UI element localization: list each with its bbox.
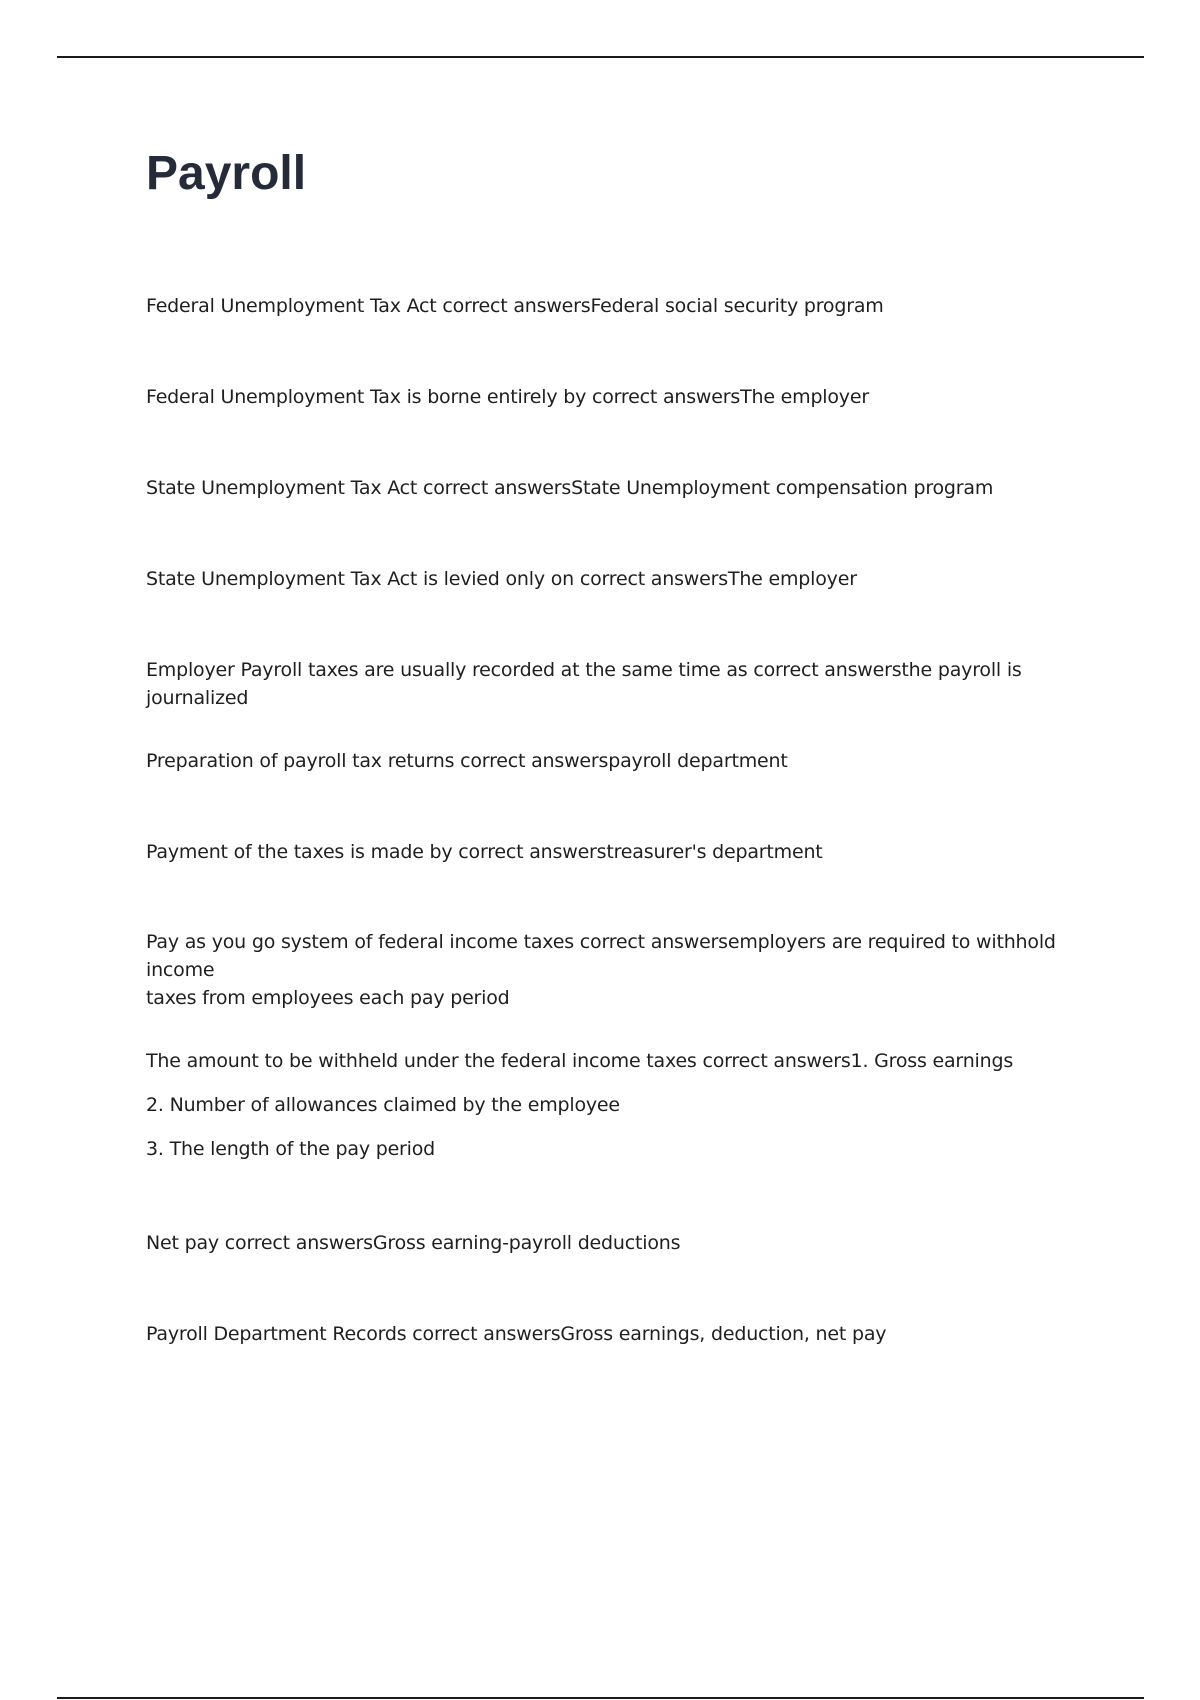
entry-text: Employer Payroll taxes are usually recorded at the same time as correct answersthe payroll is journalized xyxy=(146,659,1022,709)
entry-text: Payment of the taxes is made by correct answerstreasurer's department xyxy=(146,841,823,863)
entry-text: State Unemployment Tax Act is levied only on correct answersThe employer xyxy=(146,568,857,590)
qa-entry xyxy=(146,656,1096,712)
qa-entry xyxy=(146,292,1096,320)
entry-text: Payroll Department Records correct answersGross earnings, deduction, net pay xyxy=(146,1323,887,1345)
bottom-rule xyxy=(57,1697,1144,1699)
entry-text: Preparation of payroll tax returns correct answerspayroll department xyxy=(146,750,788,772)
entry-text-line-2: taxes from employees each pay period xyxy=(146,987,510,1009)
entry-text-line-1: Pay as you go system of federal income taxes correct answersemployers are required to withhold income xyxy=(146,931,1056,981)
entry-text-line-1: The amount to be withheld under the federal income taxes correct answers1. Gross earnings xyxy=(146,1050,1014,1072)
qa-entry xyxy=(146,565,1096,593)
qa-entry xyxy=(146,383,1096,411)
qa-entry xyxy=(146,747,1096,775)
top-rule xyxy=(57,56,1144,58)
entry-list-item-2: 2. Number of allowances claimed by the employee xyxy=(146,1094,620,1116)
qa-entry xyxy=(146,1320,1096,1348)
page-title: Payroll xyxy=(146,147,307,200)
qa-entry xyxy=(146,1229,1096,1257)
entry-list-item-3: 3. The length of the pay period xyxy=(146,1138,436,1160)
qa-entry xyxy=(146,1047,1096,1163)
qa-entry xyxy=(146,928,1096,1012)
entry-text: Net pay correct answersGross earning-payroll deductions xyxy=(146,1232,681,1254)
entry-text: Federal Unemployment Tax is borne entirely by correct answersThe employer xyxy=(146,386,869,408)
entry-text: Federal Unemployment Tax Act correct answersFederal social security program xyxy=(146,295,884,317)
qa-entry xyxy=(146,474,1096,502)
qa-entry xyxy=(146,838,1096,866)
entry-text: State Unemployment Tax Act correct answersState Unemployment compensation program xyxy=(146,477,994,499)
